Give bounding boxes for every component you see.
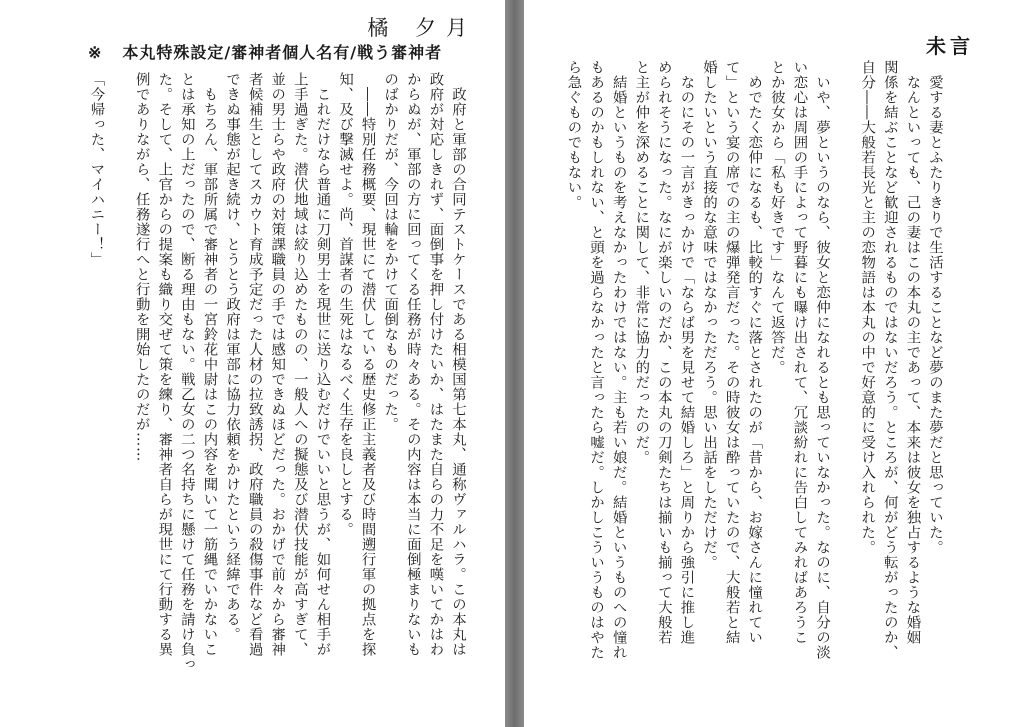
left-page (0, 0, 505, 727)
text-column: できぬ事態が起き続け、とうとう政府は軍部に協力依頼をかけたという経緯である。 (224, 72, 241, 642)
subtitle-text: 本丸特殊設定/審神者個人名有/戦う審神者 (122, 43, 443, 62)
text-column: からぬが、軍部の方に回ってくる任務が時々ある。その内容は本当に面倒極まりないも (404, 72, 421, 657)
text-column (108, 72, 131, 727)
left-body-text (85, 72, 469, 727)
author-name: 橘 夕月 (367, 16, 477, 40)
text-column: とは承知の上だったので、断る理由もない。戦乙女の二つ名持ちに懸けて任務を請け負っ (178, 72, 195, 672)
text-column: 婚したいという直接的な意味ではなかっただろう。思い出話をしただけだ。 (701, 60, 718, 570)
text-column: 愛する妻とふたりきりで生活することなど夢のまた夢だと思っていた。 (927, 60, 943, 555)
text-column: ら急ぐものでもない。 (565, 60, 582, 210)
reference-mark: ※ (88, 43, 103, 62)
text-column: 結婚というものを考えなかったわけではない。主も若い娘だ。結婚というものへの憧れ (610, 60, 627, 660)
text-column: 上手過ぎた。潜伏地域は絞り込めたものの、一般人への擬態及び潜伏技能が高すぎて、 (291, 72, 308, 657)
text-column: た。そして、上官からの提案も織り交ぜて策を練り、審神者自らが現世にて行動する異 (156, 72, 173, 657)
book-spine (505, 0, 524, 727)
right-body-text (562, 60, 946, 727)
text-column: 並の男士らや政府の対策課職員の手では感知できぬほどだった。おかげで前々から審神 (269, 72, 286, 657)
text-column: これだけなら普通に刀剣男士を現世に送り込むだけでいいと思うが、如何せん相手が (314, 72, 331, 657)
text-column (833, 60, 856, 727)
text-column: なんといっても、己の妻はこの本丸の主であって、本来は彼女を独占するような婚姻 (904, 60, 921, 645)
text-column: なのにその一言がきっかけで「ならば男を見せて結婚しろ」と周りから強引に推し進 (678, 60, 695, 645)
text-column: と主が仲を深めることに関して、非常に協力的だったのだ。 (633, 60, 650, 465)
text-column: 関係を結ぶことなど歓迎されるものではないだろう。ところが、何がどう転がったのか、 (881, 60, 898, 660)
text-column: て」という宴の席での主の爆弾発言だった。その時彼女は酔っていたので、大般若と結 (723, 60, 740, 645)
text-column: もちろん、軍部所属で審神者の一宮鈴花中尉はこの内容を聞いて一筋縄でいかないこ (201, 72, 218, 657)
text-column: 者候補生としてスカウト育成予定だった人材の拉致誘拐、政府職員の殺傷事件など看過 (246, 72, 263, 657)
text-column: 自分――大般若長光と主の恋物語は本丸の中で好意的に受け入れられた。 (859, 60, 876, 555)
text-column: 政府と軍部の合同テストケースである相模国第七本丸、通称ヴァルハラ。この本丸は (450, 72, 466, 657)
text-column: ――特別任務概要、現世にて潜伏している歴史修正主義者及び時間遡行軍の拠点を探 (359, 72, 376, 657)
text-column: もあるのかもしれない、と頭を過らなかったと言ったら嘘だ。しかしこういうものはやた (588, 60, 605, 660)
text-column: 例でありながら、任務遂行へと行動を開始したのだが…… (133, 72, 150, 462)
text-column: 「今帰った、マイハニー！」 (88, 72, 105, 267)
text-column: いや、夢というのなら、彼女と恋仲になれるとも思っていなかった。なのに、自分の淡 (814, 60, 831, 660)
story-subtitle (88, 40, 442, 63)
text-column: 知、及び撃滅せよ。尚、首謀者の生死はなるべく生存を良しとする。 (337, 72, 354, 537)
right-page (524, 0, 1024, 727)
text-column: めでたく恋仲になるも、比較的すぐに落とされたのが「昔から、お嫁さんに憧れてい (746, 60, 763, 645)
text-column: のばかりだが、今回は輪をかけて面倒なものだった。 (382, 72, 399, 432)
story-title: 未言 (926, 34, 974, 58)
text-column: 政府が対応しきれず、面倒事を押し付けたいか、はたまた自らの力不足を嘆いてかはわ (427, 72, 444, 657)
text-column: とか彼女から「私も好きです」なんて返答だ。 (768, 60, 785, 375)
text-column: められそうになった。なにが楽しいのだか、この本丸の刀剣たちは揃いも揃って大般若 (655, 60, 672, 645)
text-column: い恋心は周囲の手によって野暮にも曝け出されて、冗談紛れに告白してみればあろうこ (791, 60, 808, 645)
